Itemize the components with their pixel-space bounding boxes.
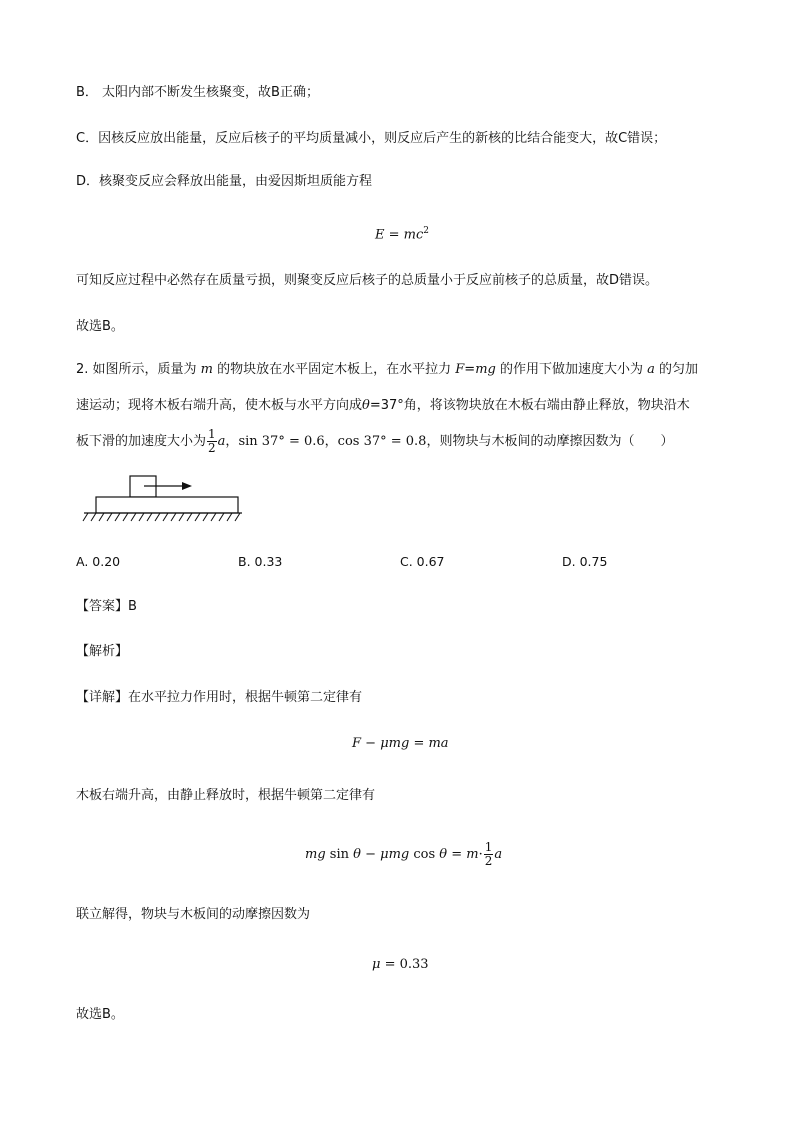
frac-num: 1 — [208, 427, 216, 441]
eq1-F: F — [352, 736, 362, 751]
eq-op: = — [384, 227, 404, 243]
q-text: ， — [324, 434, 338, 449]
eq2-equals: = — [447, 847, 467, 862]
q-var-theta: θ — [362, 398, 370, 413]
detail-label: 【详解】 — [76, 690, 129, 705]
eq2-theta: θ — [353, 847, 361, 862]
ground-hatching — [83, 513, 240, 521]
frac-den: 2 — [208, 441, 216, 455]
eq2-frac-den: 2 — [484, 854, 493, 868]
option-c: C. 0.67 — [400, 554, 445, 569]
option-b: B. 0.33 — [238, 554, 283, 569]
sin-value: sin 37° = 0.6 — [238, 434, 325, 449]
eq2-mg2: mg — [388, 847, 410, 862]
q-var-F: F — [455, 362, 465, 377]
eq-exponent: 2 — [423, 226, 430, 236]
option-d: D. 0.75 — [562, 554, 608, 569]
eq1-mu: μ — [380, 736, 389, 751]
q-text: ，则物块与木板间的动摩擦因数为（ ） — [426, 434, 674, 449]
option-b-explanation: B． 太阳内部不断发生核聚变，故B正确； — [76, 85, 319, 100]
eq3-mu: μ — [372, 957, 381, 972]
eq2-a: a — [494, 847, 503, 862]
force-arrow-head — [182, 482, 192, 490]
eq2-half-fraction — [484, 841, 494, 868]
equation-2 — [305, 835, 502, 875]
eq2-frac-num: 1 — [484, 840, 493, 854]
q-text: 板下滑的加速度大小为 — [76, 434, 207, 449]
block-on-board-diagram — [82, 474, 252, 524]
half-fraction — [207, 428, 217, 455]
q-text: 的物块放在水平固定木板上，在水平拉力 — [213, 362, 456, 377]
eq2-theta2: θ — [439, 847, 448, 862]
prev-choice-line: 故选B。 — [76, 319, 124, 334]
eq2-dot: · — [478, 847, 483, 862]
board — [96, 497, 238, 513]
q-text: 的匀加 — [654, 362, 699, 377]
mass-defect-conclusion: 可知反应过程中必然存在质量亏损，则聚变反应后核子的总质量小于反应前核子的总质量，故D错误。 — [76, 273, 659, 288]
eq1-equals: = — [409, 736, 429, 751]
eq2-m: m — [466, 847, 479, 862]
cos-value: cos 37° = 0.8 — [337, 434, 427, 449]
eq2-minus: − — [360, 847, 381, 862]
detail-line — [76, 689, 362, 707]
q-var-m: m — [200, 362, 213, 377]
question-line-2 — [76, 397, 690, 415]
q-var-a: a — [217, 434, 226, 449]
answer-label: 【答案】B — [76, 599, 137, 614]
q-text: ， — [225, 434, 239, 449]
q-var-mg: mg — [475, 362, 496, 377]
mass-energy-equation — [375, 222, 429, 244]
q-text: =37°角，将该物块放在木板右端由静止释放，物块沿木 — [369, 398, 690, 413]
equation-3 — [372, 956, 429, 974]
eq3-value: = 0.33 — [380, 957, 429, 972]
option-c-explanation: C．因核反应放出能量，反应后核子的平均质量减小，则反应后产生的新核的比结合能变大，故C错误； — [76, 131, 667, 146]
solve-text: 联立解得，物块与木板间的动摩擦因数为 — [76, 907, 311, 922]
eq2-cos: cos — [409, 847, 440, 862]
eq2-mu: μ — [380, 847, 389, 862]
question-line-1 — [76, 361, 698, 379]
q-text: 的作用下做加速度大小为 — [495, 362, 648, 377]
eq-rhs: mc — [403, 227, 424, 243]
eq2-mg: mg — [305, 847, 326, 862]
eq1-mg: mg — [388, 736, 410, 751]
eq1-minus: − — [361, 736, 381, 751]
q-text: 2. 如图所示，质量为 — [76, 362, 201, 377]
q-eq: = — [464, 362, 476, 377]
eq1-ma: ma — [428, 736, 449, 751]
analysis-label: 【解析】 — [76, 644, 129, 659]
equation-1 — [352, 735, 449, 753]
release-text: 木板右端升高，由静止释放时，根据牛顿第二定律有 — [76, 788, 376, 803]
q-text: 速运动；现将木板右端升高，使木板与水平方向成 — [76, 398, 363, 413]
eq2-sin: sin — [325, 847, 354, 862]
option-d-explanation: D．核聚变反应会释放出能量，由爱因斯坦质能方程 — [76, 174, 373, 189]
final-choice-line: 故选B。 — [76, 1007, 124, 1022]
question-line-3 — [76, 427, 673, 457]
q-var-a: a — [647, 362, 655, 377]
eq-lhs: E — [375, 227, 385, 243]
detail-text: 在水平拉力作用时，根据牛顿第二定律有 — [128, 690, 363, 705]
option-a: A. 0.20 — [76, 554, 121, 569]
